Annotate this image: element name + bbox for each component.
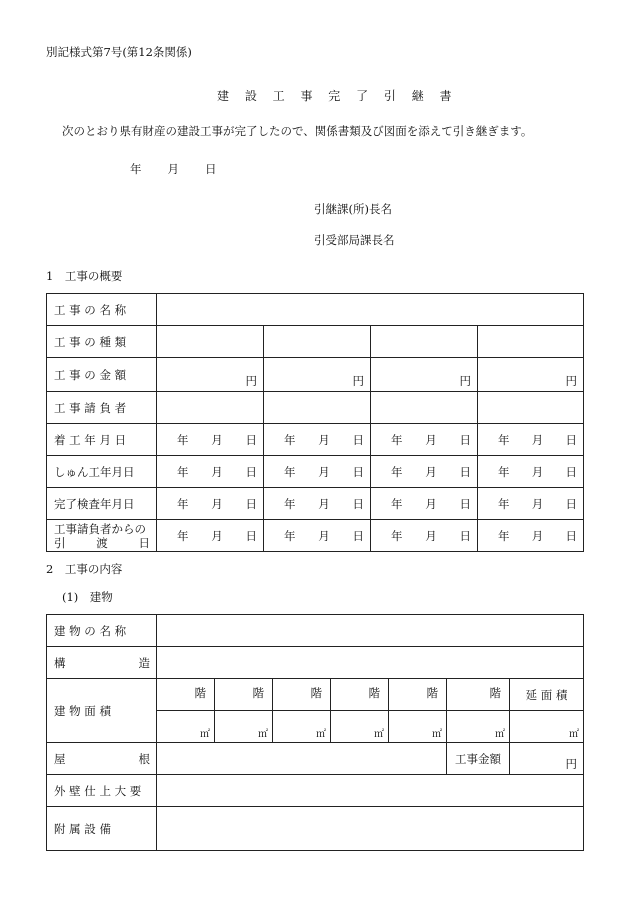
structure-char: 造 [138, 655, 150, 670]
date-month: 月 [167, 162, 179, 176]
transferring-chief-name: 引継課(所)長名 [314, 202, 392, 216]
label-work-name: 工 事 の 名 称 [47, 294, 157, 326]
handover-date-field[interactable] [157, 520, 264, 552]
date-year: 年 [177, 464, 189, 479]
handover-label-line2 [54, 536, 156, 550]
roof-char: 屋 [54, 751, 66, 766]
building-name-field[interactable] [157, 615, 584, 647]
yen-unit: 円 [459, 374, 471, 388]
yen-unit: 円 [565, 374, 577, 388]
contractor-field[interactable] [264, 392, 371, 424]
handover-date-field[interactable] [264, 520, 371, 552]
m2-unit: ㎡ [258, 729, 268, 740]
work-amount-field[interactable] [264, 358, 371, 392]
date-month: 月 [318, 496, 330, 511]
receiving-chief-name: 引受部局課長名 [314, 233, 395, 247]
date-month: 月 [531, 432, 544, 447]
yen-unit: 円 [565, 757, 578, 771]
m2-unit: ㎡ [374, 729, 384, 740]
completion-date-field[interactable] [264, 456, 371, 488]
form-number: 別記様式第7号(第12条関係) [46, 45, 192, 59]
inspection-date-field[interactable] [371, 488, 478, 520]
date-day: 日 [205, 162, 217, 176]
area-cell[interactable] [157, 711, 215, 743]
label-completion-date: しゅん工年月日 [47, 456, 157, 488]
label-inspection-date: 完了検査年月日 [47, 488, 157, 520]
date-year: 年 [498, 432, 510, 447]
date-month: 月 [425, 528, 437, 543]
date-month: 月 [425, 464, 437, 479]
date-day: 日 [245, 528, 257, 543]
label-contractor: 工 事 請 負 者 [47, 392, 157, 424]
m2-unit: ㎡ [200, 729, 210, 740]
date-year: 年 [130, 162, 142, 176]
work-kind-field[interactable] [478, 326, 584, 358]
date-month: 月 [425, 496, 437, 511]
floor-unit: 階 [489, 686, 501, 700]
floor-unit: 階 [310, 686, 322, 700]
date-day: 日 [565, 432, 577, 447]
date-day: 日 [565, 464, 577, 479]
start-date-field[interactable] [264, 424, 371, 456]
area-cell[interactable] [447, 711, 510, 743]
inspection-date-field[interactable] [478, 488, 584, 520]
start-date-field[interactable] [371, 424, 478, 456]
floor-cell[interactable] [157, 679, 215, 711]
label-building-area: 建 物 面 積 [47, 679, 157, 743]
date-day: 日 [459, 464, 471, 479]
date-day: 日 [459, 528, 471, 543]
start-date-field[interactable] [157, 424, 264, 456]
date-year: 年 [284, 528, 296, 543]
date-day: 日 [459, 496, 471, 511]
floor-unit: 階 [368, 686, 380, 700]
contractor-field[interactable] [371, 392, 478, 424]
floor-cell[interactable] [273, 679, 331, 711]
label-structure [47, 647, 157, 679]
date-day: 日 [245, 432, 257, 447]
floor-unit: 階 [252, 686, 264, 700]
total-area-label: 延 面 積 [525, 687, 568, 702]
work-kind-field[interactable] [371, 326, 478, 358]
handover-char: 日 [138, 535, 150, 550]
date-year: 年 [284, 432, 296, 447]
work-amount-field[interactable] [478, 358, 584, 392]
area-cell[interactable] [215, 711, 273, 743]
floor-cell[interactable] [331, 679, 389, 711]
date-day: 日 [245, 496, 257, 511]
structure-field[interactable] [157, 647, 584, 679]
date-month: 月 [211, 464, 223, 479]
label-attached-equipment: 附 属 設 備 [47, 807, 157, 851]
label-start-date: 着 工 年 月 日 [47, 424, 157, 456]
area-cell[interactable] [389, 711, 447, 743]
work-kind-field[interactable] [157, 326, 264, 358]
start-date-field[interactable] [478, 424, 584, 456]
label-building-name: 建 物 の 名 称 [47, 615, 157, 647]
handover-date-field[interactable] [478, 520, 584, 552]
date-day: 日 [565, 496, 577, 511]
structure-char: 構 [54, 655, 66, 670]
date-day: 日 [352, 432, 364, 447]
m2-unit: ㎡ [569, 729, 580, 740]
subsection-building: (1) 建物 [62, 590, 113, 604]
contractor-field[interactable] [478, 392, 584, 424]
date-day: 日 [459, 432, 471, 447]
intro-text: 次のとおり県有財産の建設工事が完了したので、関係書類及び図面を添えて引き継ぎます。 [62, 124, 533, 138]
date-day: 日 [565, 528, 577, 543]
work-name-field[interactable] [157, 294, 584, 326]
handover-char: 引 [54, 535, 66, 550]
date-day: 日 [245, 464, 257, 479]
yen-unit: 円 [245, 374, 257, 388]
date-month: 月 [425, 432, 437, 447]
handover-label-line1: 工事請負者からの [54, 521, 146, 536]
date-month: 月 [531, 528, 544, 543]
yen-unit: 円 [352, 374, 364, 388]
section1-heading: 1 工事の概要 [46, 269, 123, 283]
date-year: 年 [284, 496, 296, 511]
date-day: 日 [352, 464, 364, 479]
work-amount-field[interactable] [157, 358, 264, 392]
date-month: 月 [531, 464, 544, 479]
inspection-date-field[interactable] [264, 488, 371, 520]
total-area-cell[interactable] [510, 711, 584, 743]
date-month: 月 [211, 528, 223, 543]
roof-char: 根 [138, 751, 150, 766]
date-year: 年 [391, 528, 403, 543]
attached-equipment-field[interactable] [157, 807, 584, 851]
label-roof [47, 743, 157, 775]
handover-date-field[interactable] [371, 520, 478, 552]
inspection-date-field[interactable] [157, 488, 264, 520]
area-cell[interactable] [273, 711, 331, 743]
label-exterior-finish: 外 壁 仕 上 大 要 [47, 775, 157, 807]
date-month: 月 [211, 432, 223, 447]
building-table [46, 614, 584, 851]
work-overview-table [46, 293, 584, 552]
handover-char: 渡 [96, 535, 108, 550]
work-kind-field[interactable] [264, 326, 371, 358]
date-month: 月 [211, 496, 223, 511]
date-line [130, 161, 217, 177]
date-year: 年 [498, 496, 510, 511]
exterior-finish-field[interactable] [157, 775, 584, 807]
date-month: 月 [318, 528, 330, 543]
date-day: 日 [352, 496, 364, 511]
date-year: 年 [177, 496, 189, 511]
label-work-kind: 工 事 の 種 類 [47, 326, 157, 358]
label-handover-date [47, 520, 157, 552]
document-title: 建 設 工 事 完 了 引 継 書 [217, 89, 458, 103]
construction-cost-field[interactable] [510, 743, 584, 775]
m2-unit: ㎡ [316, 729, 326, 740]
floor-unit: 階 [426, 686, 438, 700]
m2-unit: ㎡ [432, 729, 442, 740]
date-year: 年 [177, 528, 189, 543]
floor-cell[interactable] [215, 679, 273, 711]
floor-cell[interactable] [447, 679, 510, 711]
completion-date-field[interactable] [157, 456, 264, 488]
m2-unit: ㎡ [495, 729, 505, 740]
floor-unit: 階 [194, 686, 206, 700]
date-day: 日 [352, 528, 364, 543]
section2-heading: 2 工事の内容 [46, 562, 123, 576]
total-area-label-cell [510, 679, 584, 711]
area-cell[interactable] [331, 711, 389, 743]
date-year: 年 [498, 528, 510, 543]
roof-field[interactable] [157, 743, 447, 775]
date-year: 年 [391, 496, 403, 511]
label-construction-cost: 工事金額 [447, 743, 510, 775]
date-year: 年 [391, 464, 403, 479]
date-month: 月 [531, 496, 544, 511]
floor-cell[interactable] [389, 679, 447, 711]
date-year: 年 [284, 464, 296, 479]
completion-date-field[interactable] [478, 456, 584, 488]
date-year: 年 [498, 464, 510, 479]
contractor-field[interactable] [157, 392, 264, 424]
date-month: 月 [318, 464, 330, 479]
date-year: 年 [391, 432, 403, 447]
label-work-amount: 工 事 の 金 額 [47, 358, 157, 392]
completion-date-field[interactable] [371, 456, 478, 488]
work-amount-field[interactable] [371, 358, 478, 392]
date-year: 年 [177, 432, 189, 447]
date-month: 月 [318, 432, 330, 447]
